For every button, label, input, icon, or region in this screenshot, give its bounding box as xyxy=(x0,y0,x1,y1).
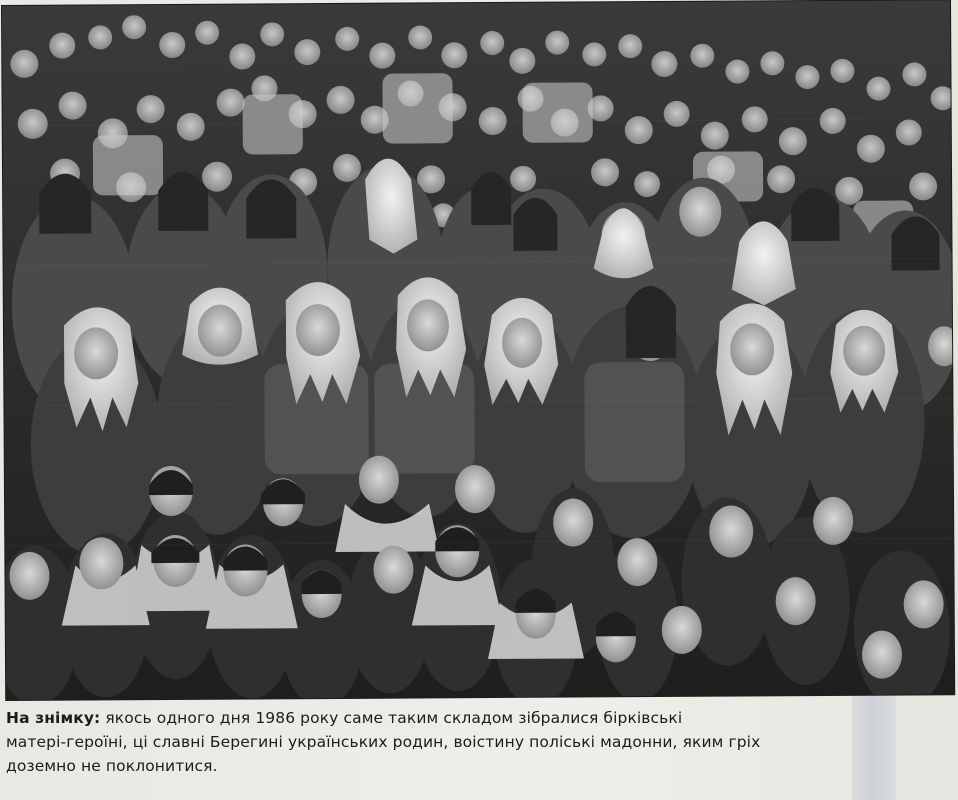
caption-line-1 xyxy=(6,706,836,730)
caption-lead: На знімку: xyxy=(6,709,101,727)
group-photo-image xyxy=(2,0,954,700)
group-photo xyxy=(2,0,954,700)
caption-line-3: доземно не поклонитися. xyxy=(6,757,218,775)
caption-line-1-rest: якось одного дня 1986 року саме таким складом зібралися бірківські xyxy=(100,709,683,727)
caption-line-2: матері-героїні, ці славні Берегині українських родин, воістину поліські мадонни, яким гріх xyxy=(6,733,761,751)
photo-caption xyxy=(6,706,836,778)
